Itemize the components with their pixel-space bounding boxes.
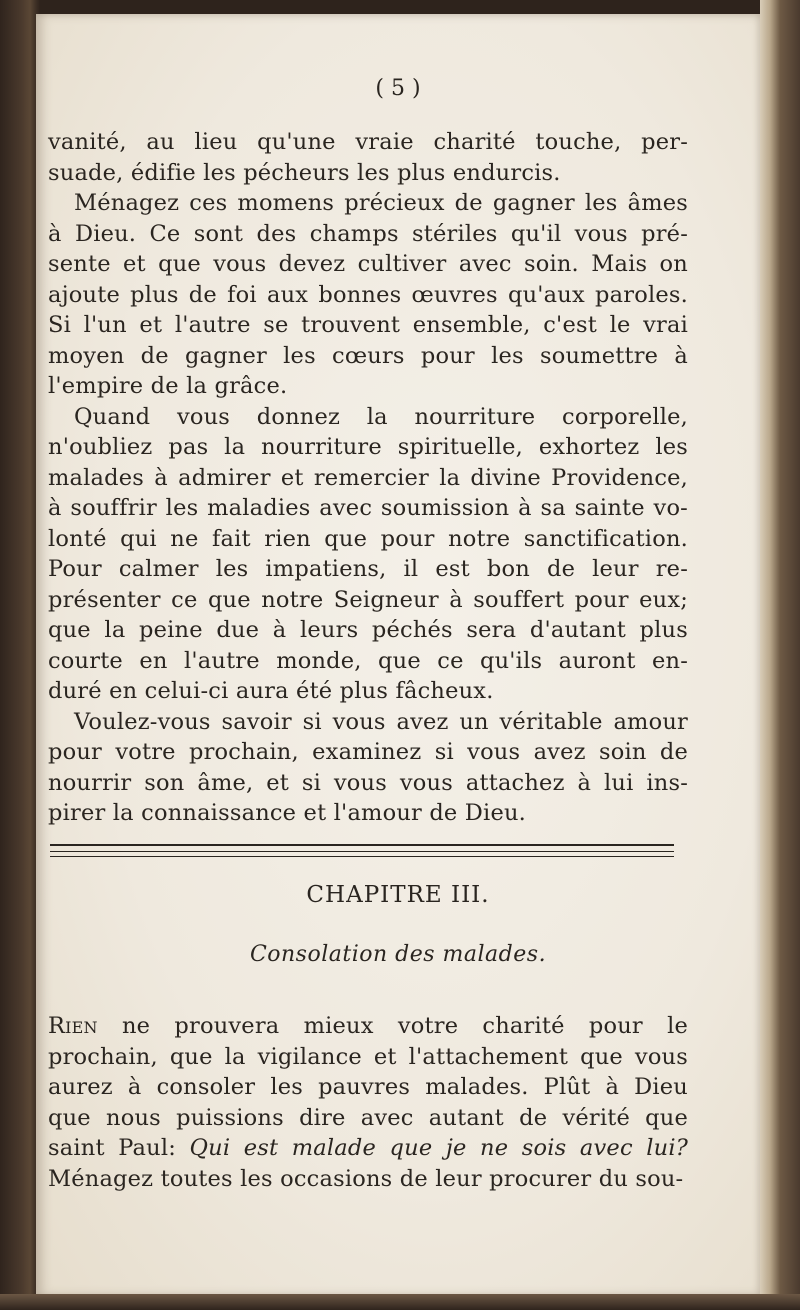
text-line: ajoute plus de foi aux bonnes œuvres qu'aux paroles. [48, 281, 688, 308]
text-line: nourrir son âme, et si vous vous attachez à lui ins- [48, 769, 688, 796]
page-number: ( 5 ) [375, 76, 421, 101]
body-text-bottom [48, 1011, 688, 1194]
text-line: à souffrir les maladies avec soumission à sa sainte vo- [48, 495, 688, 521]
chapter-subtitle: Consolation des malades. [249, 942, 547, 967]
separator-rule-thick [50, 844, 674, 846]
text-line: courte en l'autre monde, que ce qu'ils auront en- [48, 647, 688, 674]
text-line: prochain, que la vigilance et l'attachement que vous [48, 1043, 688, 1070]
scripture-quote: Qui est malade que je ne sois avec lui? [189, 1135, 688, 1161]
text-line: l'empire de la grâce. [48, 373, 288, 399]
text-line: malades à admirer et remercier la divine Providence, [48, 464, 688, 491]
text-line: Si l'un et l'autre se trouvent ensemble, c'est le vrai [48, 312, 688, 338]
text-line: Pour calmer les impatiens, il est bon de leur re- [48, 556, 688, 582]
text-line [48, 1133, 688, 1164]
text-line: pirer la connaissance et l'amour de Dieu. [48, 800, 526, 826]
text-line: à Dieu. Ce sont des champs stériles qu'il vous pré- [48, 220, 688, 247]
text-line: pour votre prochain, examinez si vous avez soin de [48, 739, 688, 765]
lead-word: Rien [48, 1013, 98, 1039]
saint-paul: saint Paul: [48, 1135, 190, 1161]
text-line: vanité, au lieu qu'une vraie charité touche, per- [48, 129, 688, 155]
text-line: que la peine due à leurs péchés sera d'autant plus [48, 617, 688, 643]
book-bottom-edge [0, 1294, 800, 1310]
separator-rule-thin [50, 856, 674, 857]
text-line: Ménagez ces momens précieux de gagner les âmes [74, 190, 688, 216]
text-line: duré en celui-ci aura été plus fâcheux. [48, 678, 494, 704]
text-line: lonté qui ne fait rien que pour notre sanctification. [48, 525, 688, 552]
book-page [36, 14, 760, 1296]
text-line [48, 1011, 688, 1042]
text-line: Voulez-vous savoir si vous avez un véritable amour [74, 708, 688, 735]
text-line: présenter ce que notre Seigneur à souffert pour eux; [48, 586, 688, 613]
text-line: Ménagez toutes les occasions de leur procurer du sou- [48, 1165, 684, 1192]
body-text-top [48, 127, 688, 829]
text-line: suade, édifie les pécheurs les plus endurcis. [48, 159, 561, 186]
book-fore-edge [760, 0, 800, 1310]
text-line: Quand vous donnez la nourriture corporelle, [74, 403, 688, 430]
chapter-title: CHAPITRE III. [306, 882, 490, 908]
text-line: sente et que vous devez cultiver avec soin. Mais on [48, 251, 688, 277]
text-line: aurez à consoler les pauvres malades. Plût à Dieu [48, 1074, 688, 1100]
text-line: moyen de gagner les cœurs pour les soumettre à [48, 342, 688, 369]
line-rest: ne prouvera mieux votre charité pour le [97, 1013, 688, 1039]
separator-rule-thin [50, 851, 674, 852]
text-line: n'oubliez pas la nourriture spirituelle, exhortez les [48, 434, 688, 460]
text-line: que nous puissions dire avec autant de vérité que [48, 1104, 688, 1131]
